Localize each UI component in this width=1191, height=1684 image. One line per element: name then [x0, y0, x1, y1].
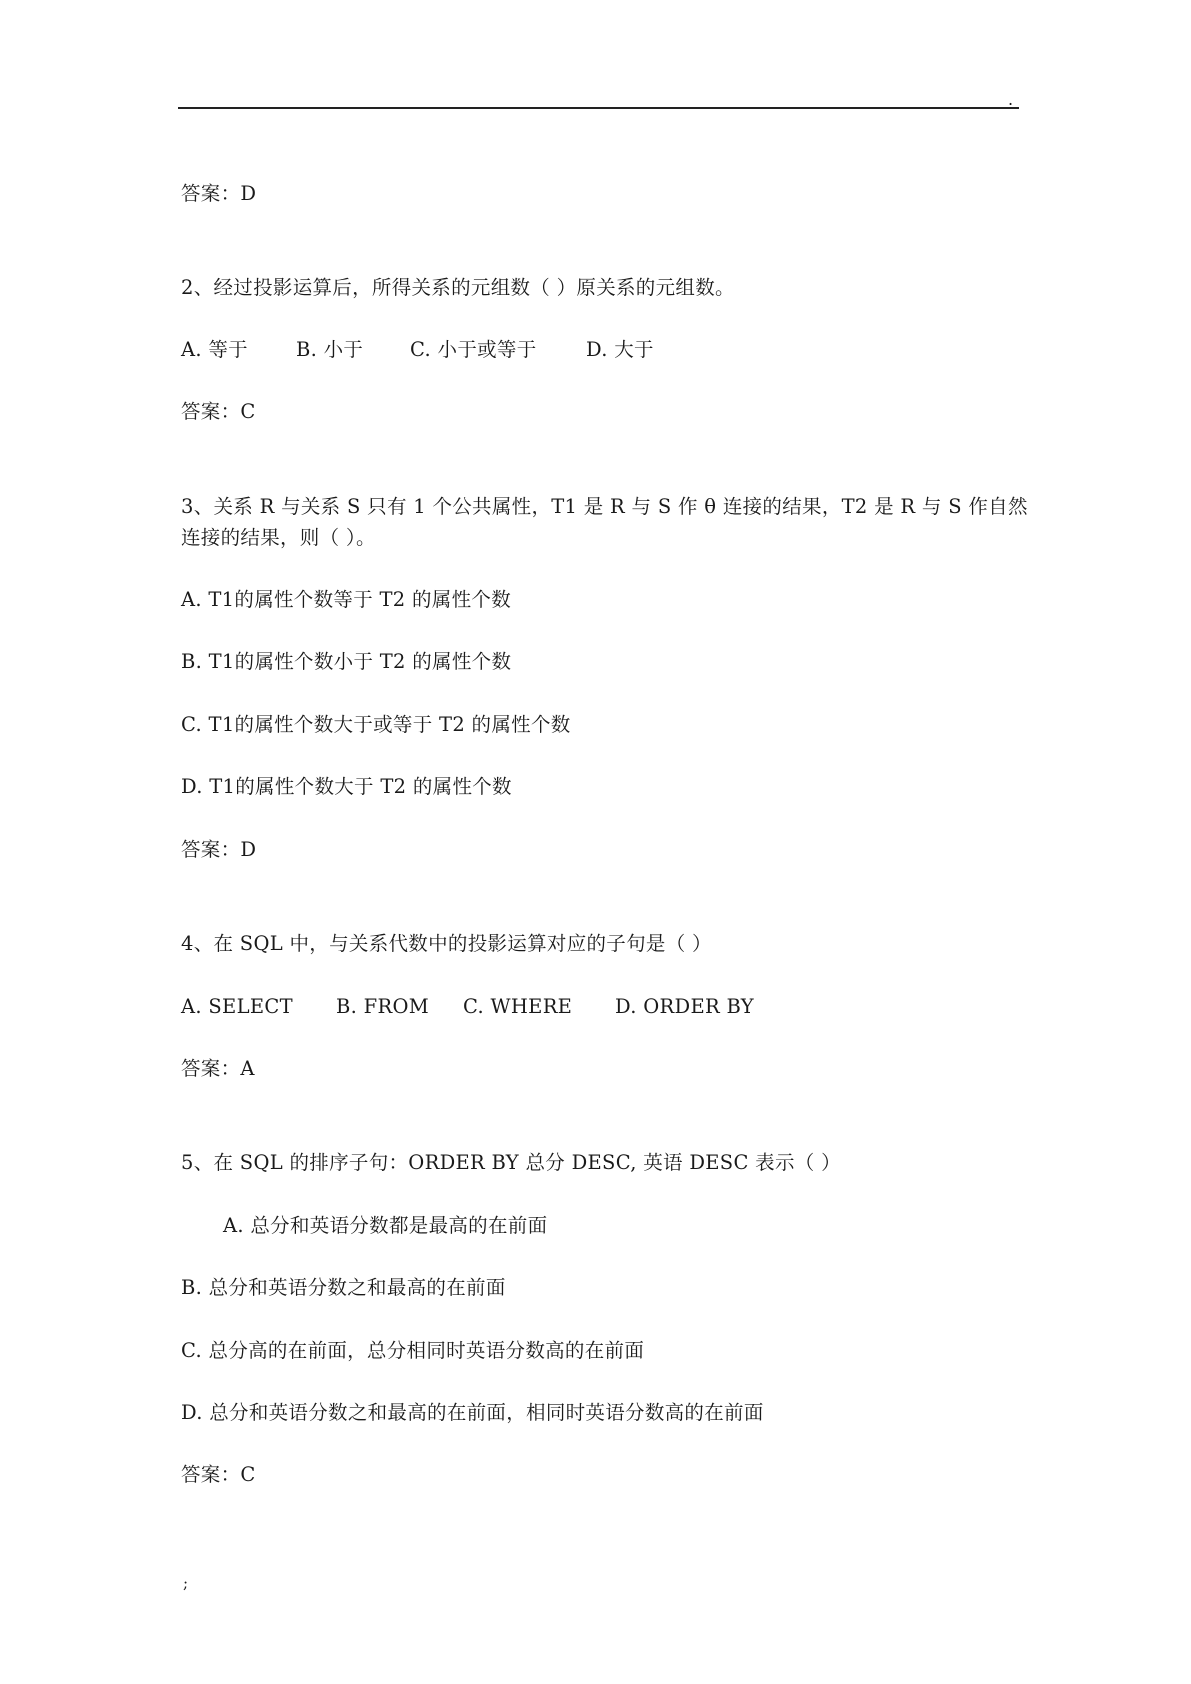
q5-option-b: B. 总分和英语分数之和最高的在前面: [181, 1276, 506, 1299]
question-4-options: [181, 995, 754, 1019]
q5-option-a: A. 总分和英语分数都是最高的在前面: [223, 1214, 548, 1237]
question-3-line-2: 连接的结果，则（ ）。: [181, 526, 376, 549]
header-rule: [178, 107, 1019, 109]
q4-option-c: C. WHERE: [463, 995, 573, 1018]
q4-option-b: B. FROM: [336, 995, 429, 1018]
question-4: 4、在 SQL 中，与关系代数中的投影运算对应的子句是（ ）: [181, 932, 712, 955]
question-3-line-1: 3、关系 R 与关系 S 只有 1 个公共属性，T1 是 R 与 S 作 θ 连接的结果，T2 是 R 与 S 作自然: [181, 495, 1028, 518]
question-5: 5、在 SQL 的排序子句：ORDER BY 总分 DESC, 英语 DESC 表示（ ）: [181, 1151, 841, 1174]
question-2-options: [181, 338, 654, 362]
q2-option-d: D. 大于: [586, 338, 654, 361]
q3-option-c: C. T1的属性个数大于或等于 T2 的属性个数: [181, 713, 571, 736]
header-mark: .: [1008, 90, 1014, 109]
answer-1: 答案：D: [181, 182, 257, 205]
q3-option-a: A. T1的属性个数等于 T2 的属性个数: [181, 588, 512, 611]
answer-4: 答案：A: [181, 1057, 255, 1080]
q5-option-c: C. 总分高的在前面，总分相同时英语分数高的在前面: [181, 1339, 645, 1362]
q5-option-d: D. 总分和英语分数之和最高的在前面，相同时英语分数高的在前面: [181, 1401, 764, 1424]
q2-option-a: A. 等于: [181, 338, 248, 361]
q2-option-b: B. 小于: [296, 338, 364, 361]
question-2: 2、经过投影运算后，所得关系的元组数（ ）原关系的元组数。: [181, 276, 735, 299]
footer-mark: ;: [183, 1574, 189, 1592]
q2-option-c: C. 小于或等于: [410, 338, 537, 361]
q4-option-d: D. ORDER BY: [615, 995, 754, 1018]
answer-2: 答案：C: [181, 400, 256, 423]
answer-3: 答案：D: [181, 838, 257, 861]
q4-option-a: A. SELECT: [181, 995, 293, 1018]
q3-option-d: D. T1的属性个数大于 T2 的属性个数: [181, 775, 512, 798]
answer-5: 答案：C: [181, 1463, 256, 1486]
q3-option-b: B. T1的属性个数小于 T2 的属性个数: [181, 650, 512, 673]
